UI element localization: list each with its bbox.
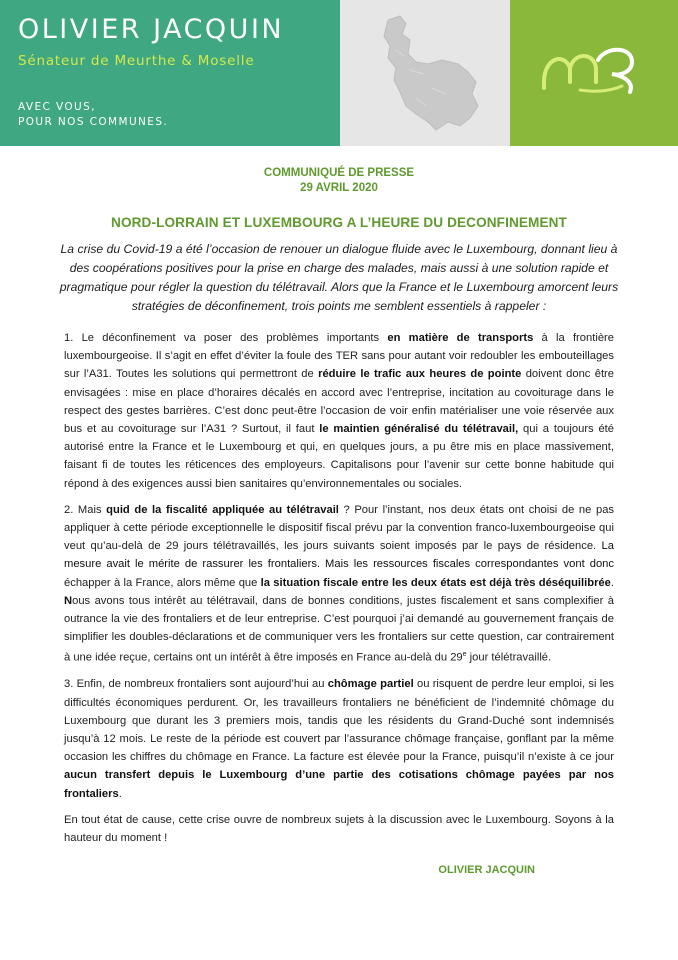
p2-bold-b: quid de la fiscalité appliquée au télétravail [106,503,339,516]
p1-bold-d: réduire le trafic aux heures de pointe [318,368,522,381]
senator-name: OLIVIER JACQUIN [18,14,285,45]
p1-text-c: à la frontière luxembourgeoise. Il s’agit en effet d’éviter la foule des TER sans pour autant voir redoubler les embouteillages sur l’A31. Toutes les solutions qui permettront de [64,332,614,381]
header-banner [0,0,678,146]
p2-text-i: ous avons tous intérêt au télétravail, dans de bonnes conditions, justes fiscalement et sans complexifier à outrance la vie des frontaliers et de leur entreprise. C’est pourquoi j’ai demandé au gouvernement français de simplifier les doubles-déclarations et de communiquer vers les frontaliers sur cette question, car contrairement à une idée reçue, certains ont un intérêt à être imposés en France au-delà du 29 [64,594,614,665]
paragraph-fiscalite [64,501,614,668]
p2-superscript: e [462,651,467,659]
intro-paragraph: La crise du Covid-19 a été l’occasion de renouer un dialogue fluide avec le Luxembourg, donnant lieu à des coopérations positives pour la prise en charge des malades, mais aussi à une solution rapide et pragmatique pour régler la question du télétravail. Alors que la France et le Luxembourg amorcent leurs stratégies de déconfinement, trois points me semblent essentiels à rappeler : [59,242,619,313]
header-map-block [340,0,510,146]
p1-text-a: 1. Le déconfinement va poser des problèmes importants [64,332,388,344]
press-date: 29 AVRIL 2020 [300,182,378,194]
p3-bold-b: chômage partiel [327,678,414,691]
tagline [18,100,168,130]
press-heading [0,166,678,196]
document-title: NORD-LORRAIN ET LUXEMBOURG A L’HEURE DU DECONFINEMENT [111,215,567,230]
p3-bold-d: aucun transfert depuis le Luxembourg d’une partie des cotisations chômage payées par nos frontaliers [64,769,614,800]
mj-logo-icon [540,38,640,98]
p1-text-g: qui a toujours été autorisé entre la France et le Luxembourg et qui, en quelques jours, a pu être mis en place massivement, faisant fi de toutes les réticences des employeurs. Capitalisons pour l’avenir sur cette bonne habitude qui répond à des exigences aussi bien sanitaires qu’environnementales ou sociales. [64,423,615,490]
p1-bold-b: en matière de transports [387,332,534,344]
p2-text-c: ? Pour l’instant, nos deux états ont choisi de ne pas appliquer à cette période exceptionnelle le dispositif fiscal prévu par la convention franco-luxembourgeoise qui veut qu’au-delà de 29 jours télétravaillés, les jours suivants soient imposés par le pays de résidence. [64,503,615,553]
senator-role: Sénateur de Meurthe & Moselle [18,53,255,69]
header-identity-block [0,0,340,146]
p3-text-e: . [118,787,122,800]
p2-text-g: . [610,576,614,589]
p3-text-a: 3. Enfin, de nombreux frontaliers sont aujourd’hui au [64,678,328,691]
p2-bold-h: N [64,594,73,607]
p2-text-a: 2. Mais [64,503,107,516]
p1-text-e: doivent donc être envisagées : mise en place d’horaires décalés en accord avec l’entreprise, incitation au covoiturage dans le respect des gestes barrières. C’est donc peut-être l’occasion de voir enfin matérialiser une voie réservée aux bus et au covoiturage sur l’A31 ? Surtout, il faut [64,368,615,436]
p2-bold-d: La mesure avait le mérite de rassurer les frontaliers. Mais les ressources fiscales correspondantes vont donc [64,540,614,571]
tagline-line-2: POUR NOS COMMUNES. [18,116,169,128]
p3-text-c: ou risquent de perdre leur emploi, si les difficultés économiques perdurent. Or, les travailleurs frontaliers ne bénéficient de l’indemnité chômage du Luxembourg que durant les 3 premiers mois, tandis que les résidents du Grand-Duché sont indemnisés jusqu’à 12 mois. Le reste de la période est couvert par l’assurance chômage française, gonflant par la même occasion les chiffres du chômage en France. La facture est élevée pour la France, puisqu’il n’existe à ce jour [64,678,615,764]
paragraph-chomage [64,675,614,802]
p2-text-j: jour télétravaillé. [466,652,552,665]
header-logo-block [510,0,678,146]
paragraph-transports [64,329,614,493]
p2-bold-f: la situation fiscale entre les deux états est déjà très déséquilibrée [260,576,611,589]
press-label: COMMUNIQUÉ DE PRESSE [263,167,415,179]
paragraph-conclusion: En tout état de cause, cette crise ouvre de nombreux sujets à la discussion avec le Luxembourg. Soyons à la hauteur du moment ! [64,813,614,845]
meurthe-et-moselle-map-icon [366,10,486,140]
p1-bold-f: le maintien généralisé du télétravail, [319,423,519,436]
signature: OLIVIER JACQUIN [438,864,535,877]
p2-text-e: échapper à la France, alors même que [64,576,261,589]
tagline-line-1: AVEC VOUS, [18,101,96,113]
